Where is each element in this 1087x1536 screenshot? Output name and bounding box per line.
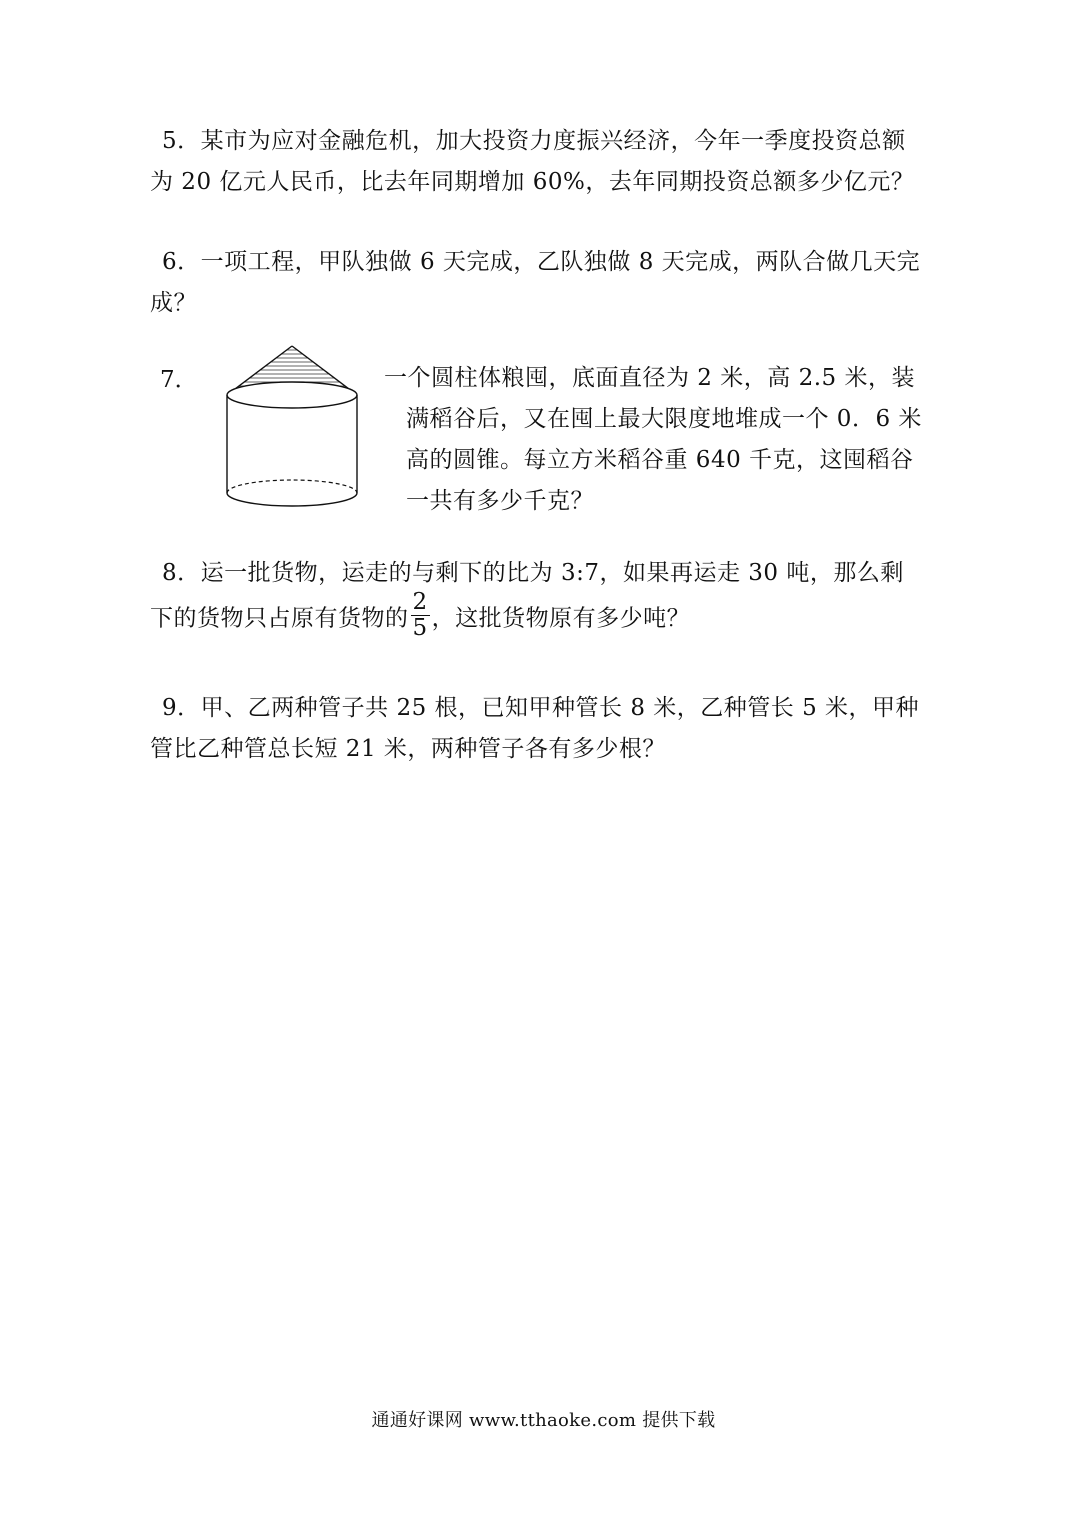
question-7-line-4: 一共有多少千克？ — [406, 488, 594, 514]
question-8-line-2 — [150, 589, 940, 645]
question-5 — [150, 121, 940, 203]
fraction-two-fifths — [411, 590, 430, 641]
question-8-line-2-before: 下的货物只占原有货物的 — [150, 605, 409, 632]
page-footer: 通通好课网 www.tthaoke.com 提供下载 — [371, 1410, 716, 1431]
question-9-line-2: 管比乙种管总长短 21 米，两种管子各有多少根？ — [150, 736, 666, 762]
question-9 — [150, 688, 940, 770]
question-7-text — [384, 358, 944, 522]
question-8 — [150, 553, 940, 645]
cylinder-cone-diagram — [220, 340, 365, 515]
question-8-line-1: 8．运一批货物，运走的与剩下的比为 3:7，如果再运走 30 吨，那么剩 — [162, 560, 904, 586]
question-7-number: 7． — [160, 367, 198, 393]
fraction-denominator: 5 — [412, 615, 428, 641]
question-6 — [150, 242, 940, 324]
question-7-line-3: 高的圆锥。每立方米稻谷重 640 千克，这囤稻谷 — [406, 447, 914, 473]
question-5-line-2: 为 20 亿元人民币，比去年同期增加 60%，去年同期投资总额多少亿元？ — [150, 169, 915, 195]
fraction-numerator: 2 — [412, 589, 428, 615]
question-5-line-1: 5．某市为应对金融危机，加大投资力度振兴经济，今年一季度投资总额 — [162, 128, 906, 154]
granary-figure — [220, 340, 365, 519]
question-8-line-2-after: ，这批货物原有多少吨？ — [431, 605, 691, 632]
question-7-line-2: 满稻谷后，又在囤上最大限度地堆成一个 0．6 米 — [406, 406, 922, 432]
question-6-line-2: 成？ — [150, 290, 197, 316]
question-7-line-1: 一个圆柱体粮囤，底面直径为 2 米，高 2.5 米，装 — [384, 365, 915, 391]
question-6-line-1: 6．一项工程，甲队独做 6 天完成，乙队独做 8 天完成，两队合做几天完 — [162, 249, 921, 275]
question-9-line-1: 9．甲、乙两种管子共 25 根，已知甲种管长 8 米，乙种管长 5 米，甲种 — [162, 695, 920, 721]
